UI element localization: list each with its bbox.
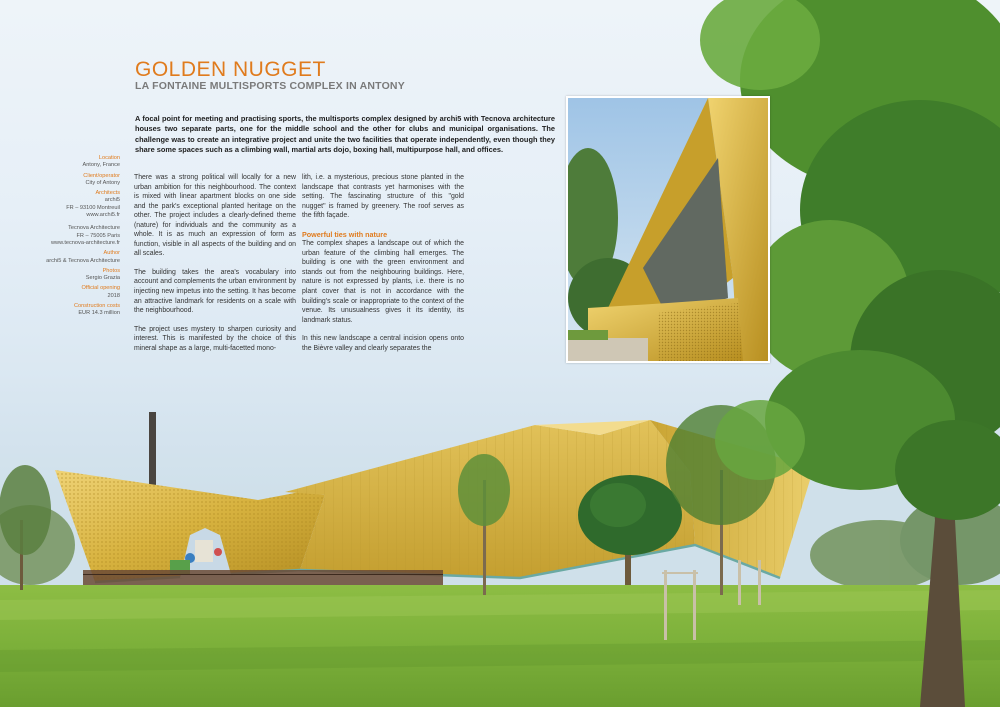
body-paragraph: The project uses mystery to sharpen curiosity and interest. This is manifested by the choice of this mineral shape as a large, multi-facetted mono-	[134, 325, 296, 352]
opening-value: 2018	[107, 292, 120, 299]
location-label: Location	[98, 155, 120, 161]
photos-value: Sergio Grazia	[85, 275, 120, 282]
article-title: GOLDEN NUGGET	[135, 58, 326, 81]
intro-paragraph: A focal point for meeting and practising sports, the multisports complex designed by archi5 with Tecnova architecture houses two separate parts, one for the middle school and the other for clubs and municipal organisations. The challenge was to create an integrative project and unite the two facilities that operate independently, even though they share some spaces such as a climbing wall, martial arts dojo, boxing hall, multipurpose hall, and offices.	[135, 114, 555, 154]
opening-label: Official opening	[81, 285, 120, 292]
costs-label: Construction costs	[73, 303, 120, 310]
architects-line: www.tecnova-architecture.fr	[50, 239, 120, 246]
body-paragraph: lith, i.e. a mysterious, precious stone planted in the landscape that contrasts yet harmonises with the setting. The fascinating structure of this "gold nugget" is framed by greenery. The roof serves as the fifth façade.	[302, 174, 464, 220]
costs-group	[20, 303, 120, 318]
architects-line: archi5	[104, 197, 120, 204]
architects-line: FR – 75005 Paris	[76, 232, 120, 239]
round-tree	[578, 475, 682, 585]
client-value: City of Antony	[85, 179, 120, 186]
project-info-sidebar	[20, 155, 120, 321]
author-label: Author	[103, 250, 120, 257]
architects-label: Architects	[95, 190, 120, 197]
section-heading: Powerful ties with nature	[302, 229, 388, 239]
architects-line: FR – 93100 Montreuil	[66, 204, 120, 211]
facade-detail-photo	[568, 98, 768, 361]
location-group	[20, 155, 120, 170]
body-paragraph: The complex shapes a landscape out of which the urban feature of the climbing hall emerges. The building is one with the green environment and stands out from the neighbouring buildings. Here, nature is not expressed by plants, i.e. there is no plant cover that is not in accordance with the building's scale or inappropriate to the context of the venue. Its unusualness gives it its identity, its landmark status.	[302, 240, 464, 324]
architects-line: Tecnova Architecture	[68, 225, 120, 232]
article-subtitle: LA FONTAINE MULTISPORTS COMPLEX IN ANTONY	[135, 80, 405, 92]
photos-label: Photos	[102, 267, 120, 274]
inset-photo	[566, 96, 770, 363]
body-paragraph: In this new landscape a central incision opens onto the Bièvre valley and clearly separates the	[302, 335, 464, 352]
costs-value: EUR 14.3 million	[78, 310, 120, 317]
chimney	[149, 412, 156, 487]
body-paragraph: The building takes the area's vocabulary into account and complements the urban environment by injecting new impetus into the setting. It has become an attractive landmark for residents on a scale with the neighbourhood.	[134, 268, 296, 315]
client-label: Client/operator	[83, 172, 120, 179]
architects-group	[20, 190, 120, 247]
body-column-2	[302, 173, 464, 362]
architects-line: www.archi5.fr	[86, 212, 120, 219]
body-paragraph: There was a strong political will locally for a new urban ambition for this neighbourhood. The context is mixed with linear apartment blocks on one side and the park's exceptional planted heritage on the other. The project includes a clearly-defined theme (nature) for individuals and the community as a whole. It is as much an expression of form as function, visible in all aspects of the building and on all scales.	[134, 174, 296, 258]
photos-group	[20, 268, 120, 283]
client-group	[20, 173, 120, 188]
body-column-1	[134, 173, 296, 362]
location-value: Antony, France	[82, 162, 120, 169]
author-value: archi5 & Tecnova Architecture	[46, 257, 120, 264]
author-group	[20, 250, 120, 265]
opening-group	[20, 285, 120, 300]
